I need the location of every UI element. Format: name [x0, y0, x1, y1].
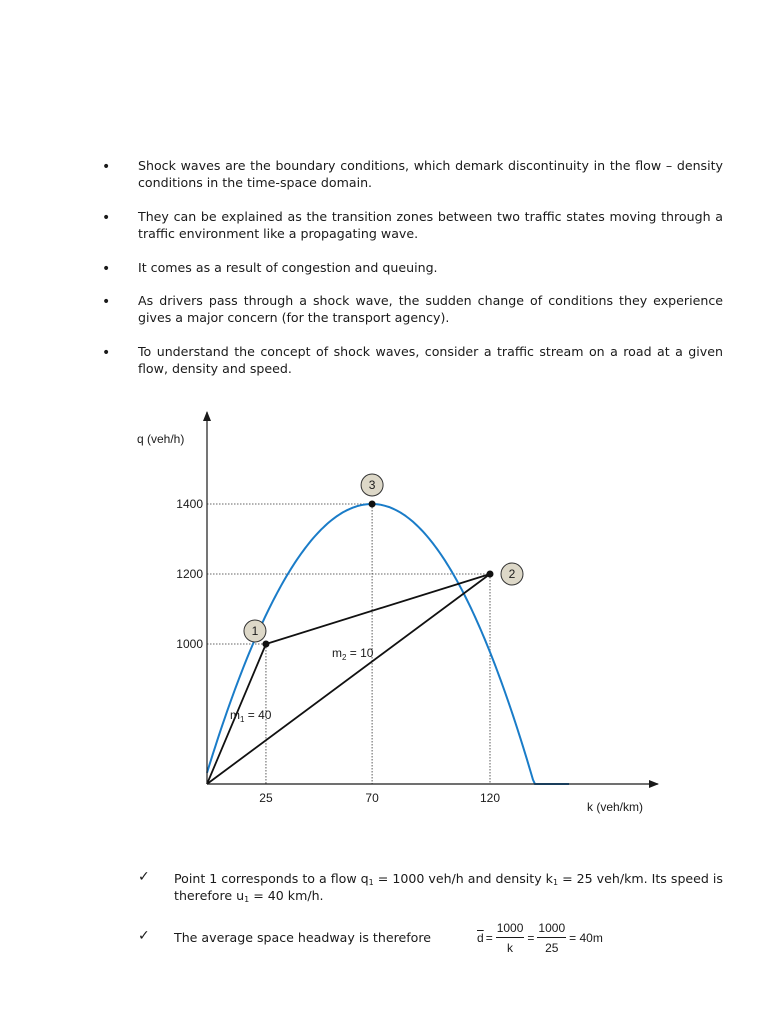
y-tick-label: 1200: [176, 567, 203, 581]
data-point: [487, 571, 494, 578]
svg-text:1: 1: [251, 624, 259, 638]
x-tick-label: 70: [365, 791, 379, 805]
bullet-marker: •: [102, 159, 111, 175]
bullet-text: Shock waves are the boundary conditions, which demark discontinuity in the flow – density conditions in the time-space domain.: [138, 158, 723, 190]
point-badges: [244, 474, 523, 642]
headway-formula: [477, 918, 603, 958]
formula-d: $\overline{d}$: [477, 931, 484, 945]
y-axis-label: q (veh/h): [137, 432, 185, 446]
formula-equals: =: [485, 931, 493, 945]
bullet-marker: •: [102, 345, 111, 361]
formula-result: = 40m: [569, 931, 603, 945]
point-badge-3: [361, 474, 383, 496]
fraction-denominator: k: [507, 941, 514, 955]
y-tick-label: 1000: [176, 637, 203, 651]
data-point: [369, 501, 376, 508]
point-badge-1: [244, 620, 266, 642]
bullet-marker: •: [102, 210, 111, 226]
fraction-numerator: 1000: [537, 921, 566, 938]
chord-line: [207, 574, 490, 784]
x-tick-labels: [259, 791, 500, 805]
bullet-text: It comes as a result of congestion and queuing.: [138, 260, 438, 275]
bullet-text: As drivers pass through a shock wave, the sudden change of conditions they experience gives a major concern (for the transport agency).: [138, 293, 723, 325]
check-mark-icon: ✓: [138, 869, 150, 885]
slope-m2-label: $m_2 = 10$: [332, 646, 374, 662]
point-badge-2: [501, 563, 523, 585]
formula-equals: =: [527, 931, 535, 945]
flow-density-chart: [0, 400, 768, 830]
x-tick-label: 25: [259, 791, 273, 805]
bullet-text: To understand the concept of shock waves, consider a traffic stream on a road at a given flow, density and speed.: [138, 344, 723, 376]
x-axis-label: k (veh/km): [587, 800, 644, 814]
svg-text:3: 3: [368, 478, 376, 492]
check-text: Point 1 corresponds to a flow $q_1 = 1000$ veh/h and density $k_1 = 25$ veh/km. Its speed is therefore $u_1 = 40$ km/h.: [174, 871, 723, 904]
data-point: [262, 641, 269, 648]
slope-m1-label: $m_1 = 40$: [230, 708, 272, 724]
formula-fraction: [537, 921, 566, 955]
guide-lines: [207, 504, 490, 784]
x-tick-label: 120: [479, 791, 501, 805]
bullet-marker: •: [102, 261, 111, 277]
bullet-text: They can be explained as the transition zones between two traffic states moving through a traffic environment like a propagating wave.: [138, 209, 723, 241]
fraction-denominator: 25: [545, 941, 559, 955]
check-text: The average space headway is therefore: [174, 930, 432, 945]
chord-line: [266, 574, 490, 644]
svg-text:2: 2: [508, 567, 516, 581]
chord-lines: [207, 574, 490, 784]
formula-fraction: [496, 921, 525, 955]
bullet-marker: •: [102, 294, 111, 310]
y-tick-label: 1400: [176, 497, 203, 511]
fraction-numerator: 1000: [496, 921, 525, 938]
check-mark-icon: ✓: [138, 928, 150, 944]
y-tick-labels: [176, 497, 203, 651]
